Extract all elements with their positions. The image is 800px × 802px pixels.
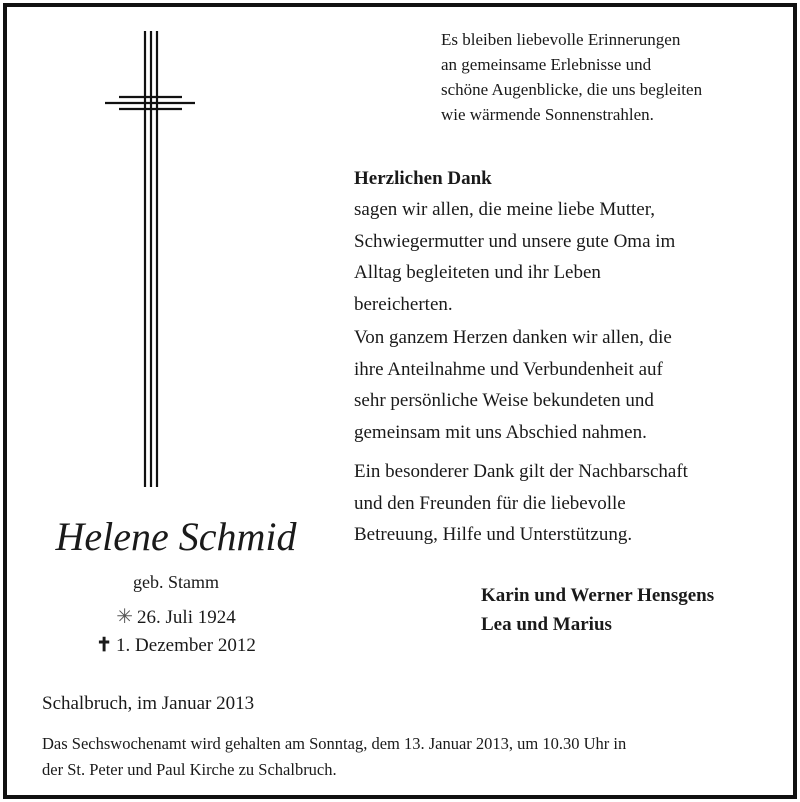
verse-line: schöne Augenblicke, die uns begleiten [441,80,703,99]
paragraph-line: Betreuung, Hilfe und Unterstützung. [354,524,633,545]
thanks-paragraph-2 [354,322,672,448]
paragraph-line: und den Freunden für die liebevolle [354,492,626,514]
family-line: Lea und Marius [481,614,612,635]
thanks-heading: Herzlichen Dank [354,168,492,189]
maiden-name: geb. Stamm [133,572,219,592]
family-signature [481,581,714,639]
mass-notice [42,731,777,783]
verse-line: an gemeinsame Erlebnisse und [441,55,652,74]
birth-date: 26. Juli 1924 [137,607,236,628]
verse-line: wie wärmende Sonnenstrahlen. [441,105,654,124]
verse-line: Es bleiben liebevolle Erinnerungen [441,30,681,49]
paragraph-line: ihre Anteilnahme und Verbundenheit auf [354,358,663,380]
place-date: Schalbruch, im Januar 2013 [42,693,255,714]
obituary-card [3,3,797,799]
death-cross-icon: ✝ [96,635,113,656]
paragraph-line: sehr persönliche Weise bekundeten und [354,390,654,411]
paragraph-line: bereicherten. [354,293,453,315]
memorial-verse [441,27,791,127]
cross-icon [105,31,195,487]
thanks-heading-block [354,163,784,195]
paragraph-line: Alltag begleiteten und ihr Leben [354,262,601,283]
birth-star-icon: ✳ [116,606,134,628]
thanks-paragraph-3 [354,456,688,551]
deceased-name: Helene Schmid [55,514,297,559]
notice-line: Das Sechswochenamt wird gehalten am Sonntag, dem 13. Januar 2013, um 10.30 Uhr in [42,734,627,753]
family-line: Karin und Werner Hensgens [481,585,715,606]
paragraph-line: Schwiegermutter und unsere gute Oma im [354,230,676,252]
paragraph-line: sagen wir allen, die meine liebe Mutter, [354,199,656,220]
paragraph-line: Ein besonderer Dank gilt der Nachbarschaft [354,461,688,482]
birth-date-line [31,604,321,631]
thanks-paragraph-1 [354,194,675,320]
paragraph-line: gemeinsam mit uns Abschied nahmen. [354,421,647,443]
death-date-line [31,633,321,659]
paragraph-line: Von ganzem Herzen danken wir allen, die [354,327,672,348]
death-date: 1. Dezember 2012 [116,635,256,656]
notice-line: der St. Peter und Paul Kirche zu Schalbruch. [42,760,337,779]
